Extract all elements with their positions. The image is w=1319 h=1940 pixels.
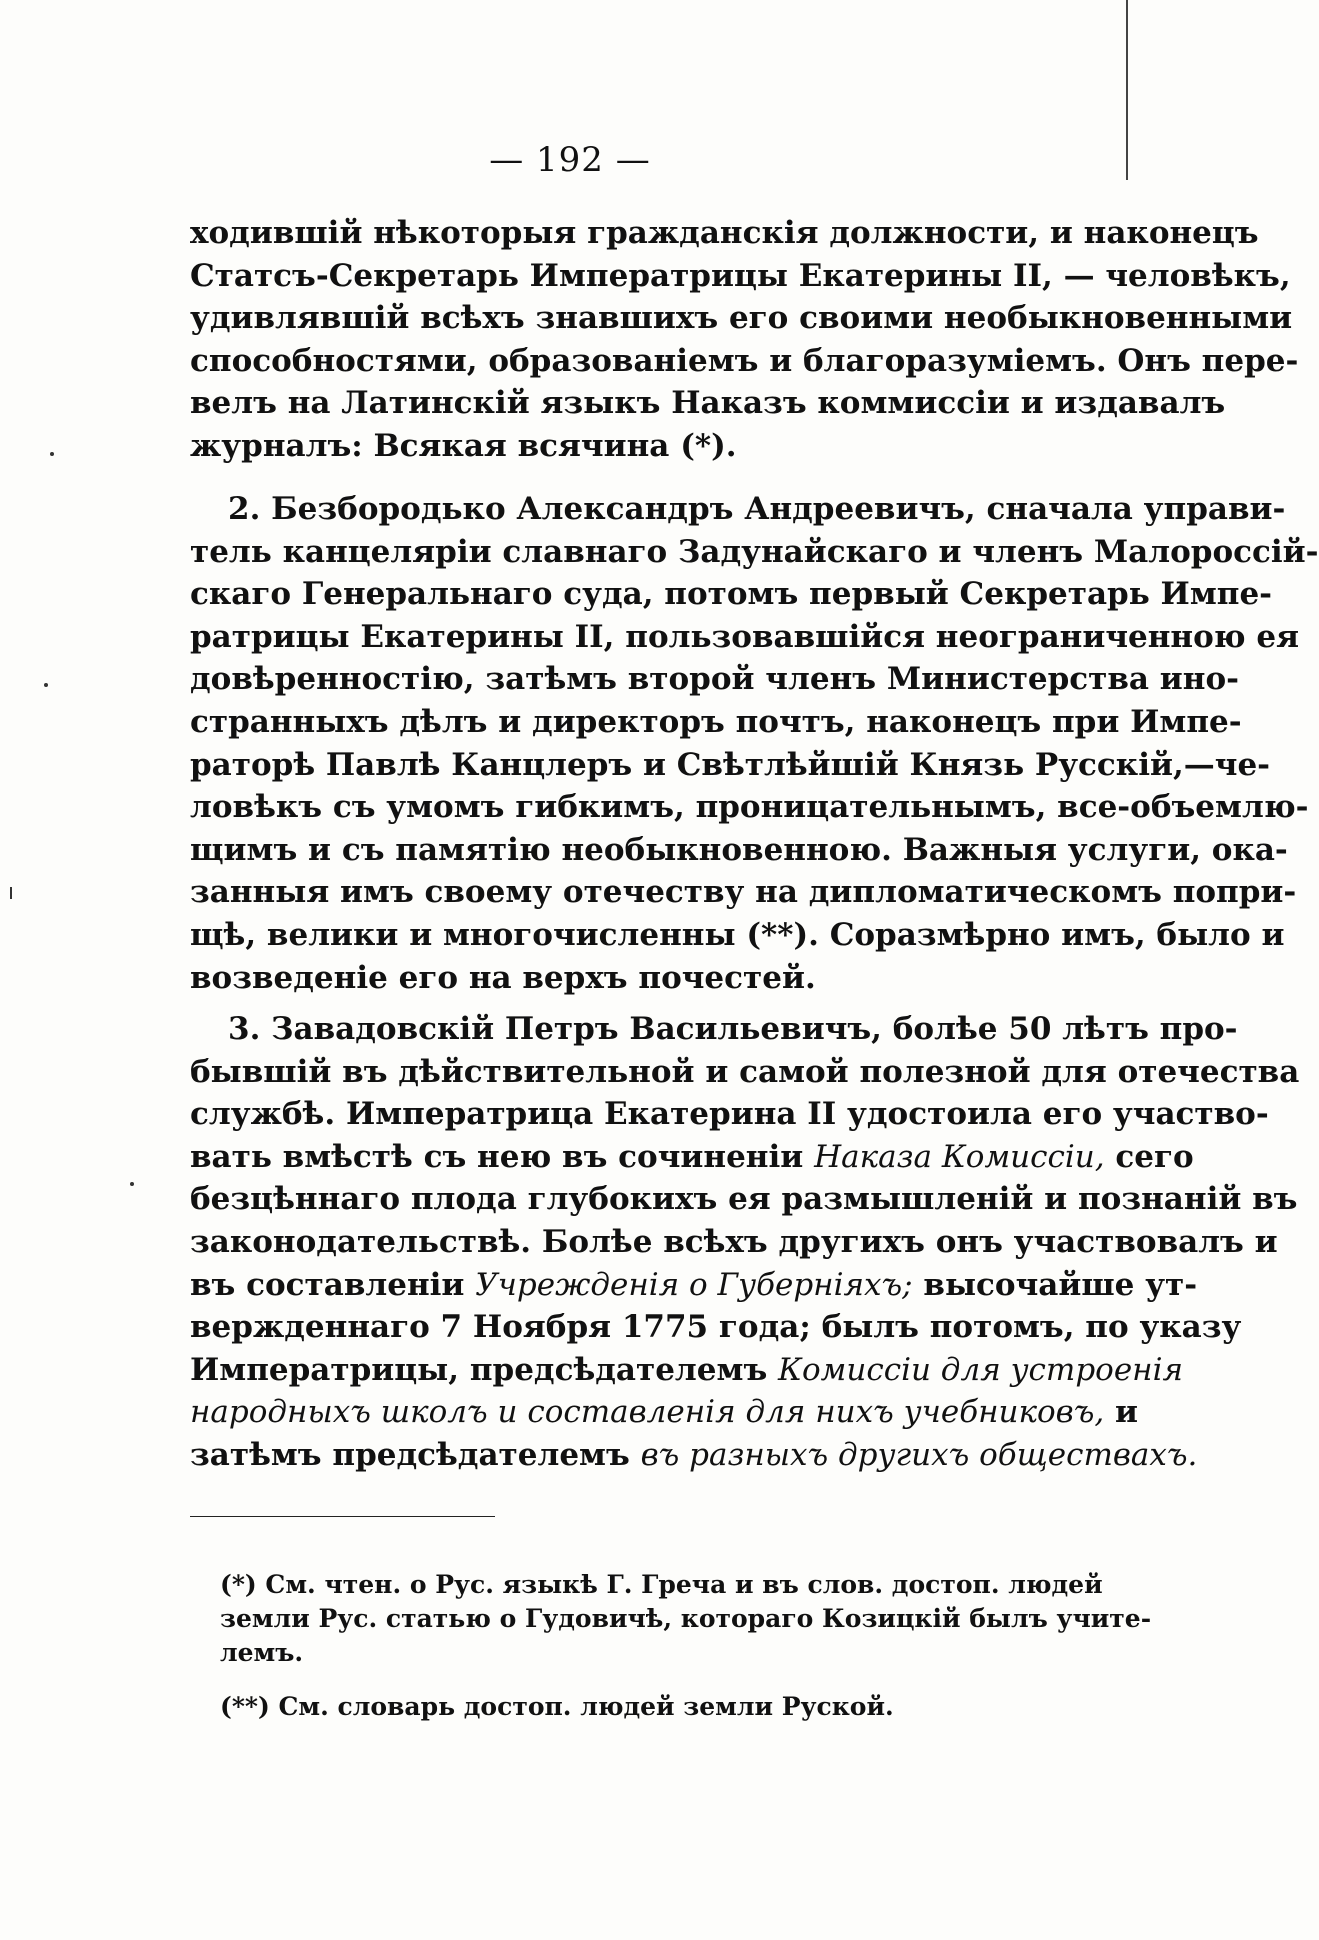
text-line: щѣ, велики и многочисленны (**). Соразмѣрно имъ, было и — [190, 916, 1285, 953]
text-line: странныхъ дѣлъ и директоръ почтъ, наконецъ при Импе- — [190, 703, 1242, 740]
text-line: законодательствѣ. Болѣе всѣхъ другихъ онъ участвовалъ и — [190, 1223, 1278, 1260]
text-line: довѣренностію, затѣмъ второй членъ Министерства ино- — [190, 661, 1240, 698]
footnote-line: (**) См. словарь достоп. людей земли Руской. — [220, 1692, 894, 1721]
stray-mark — [44, 683, 48, 687]
text-line: 2. Безбородько Александръ Андреевичъ, сначала управи- — [228, 491, 1286, 527]
italic-title: Комиссіи для устроенія — [778, 1351, 1184, 1388]
text-line: ловѣкъ съ умомъ гибкимъ, проницательнымъ, все-объемлю- — [190, 789, 1309, 826]
text-line: ходившій нѣкоторыя гражданскія должности, и наконецъ — [190, 215, 1259, 251]
text-line: удивлявшій всѣхъ знавшихъ его своими необыкновенными — [190, 300, 1293, 337]
footnote-1 — [220, 1568, 1152, 1670]
text-line: возведеніе его на верхъ почестей. — [190, 959, 816, 996]
paragraph-zavadovsky — [190, 1008, 1300, 1477]
text-line: службѣ. Императрица Екатерина II удостоила его участво- — [190, 1096, 1269, 1133]
text-line: журналъ: Всякая всячина (*). — [190, 427, 737, 464]
page-number: — 192 — — [489, 140, 651, 180]
text-line: вать вмѣстѣ съ нею въ сочиненіи Наказа Комиссіи, сего — [190, 1138, 1194, 1175]
text-line: ратрицы Екатерины II, пользовавшійся неограниченною ея — [190, 618, 1300, 655]
text-line: скаго Генеральнаго суда, потомъ первый Секретарь Импе- — [190, 576, 1273, 613]
footnote-line: лемъ. — [220, 1638, 304, 1667]
italic-title: въ разныхъ другихъ обществахъ. — [640, 1436, 1198, 1473]
text-line: занныя имъ своему отечеству на дипломатическомъ попри- — [190, 874, 1297, 911]
italic-title: Наказа Комиссіи, — [814, 1138, 1105, 1175]
text-line: тель канцеляріи славнаго Задунайскаго и членъ Малороссій- — [190, 533, 1319, 570]
text-line: бывшій въ дѣйствительной и самой полезной для отечества — [190, 1053, 1300, 1090]
text-line: щимъ и съ памятію необыкновенною. Важныя услуги, ока- — [190, 831, 1288, 868]
footnote-divider — [190, 1516, 495, 1517]
text-line: Императрицы, предсѣдателемъ Комиссіи для устроенія — [190, 1351, 1184, 1388]
footnote-line: (*) См. чтен. о Рус. языкѣ Г. Греча и въ слов. достоп. людей — [220, 1570, 1103, 1599]
text-line: велъ на Латинскій языкъ Наказъ коммиссіи и издавалъ — [190, 385, 1226, 422]
text-line: Статсъ-Секретарь Императрицы Екатерины II, — человѣкъ, — [190, 257, 1291, 294]
text-line: въ составленіи Учрежденія о Губерніяхъ; высочайше ут- — [190, 1266, 1198, 1303]
footnote-line: земли Рус. статью о Гудовичѣ, котораго Козицкій былъ учите- — [220, 1604, 1152, 1633]
text-line: безцѣннаго плода глубокихъ ея размышленій и познаній въ — [190, 1181, 1298, 1218]
paragraph-bezborodko — [190, 488, 1319, 999]
stray-mark — [130, 1182, 134, 1186]
continuation-paragraph — [190, 212, 1299, 468]
text-line: народныхъ школъ и составленія для нихъ учебниковъ, и — [190, 1394, 1139, 1431]
footnote-2 — [220, 1690, 1050, 1724]
text-line: затѣмъ предсѣдателемъ въ разныхъ другихъ обществахъ. — [190, 1436, 1198, 1473]
text-line: раторѣ Павлѣ Канцлеръ и Свѣтлѣйшій Князь Русскій,—че- — [190, 746, 1271, 783]
italic-title: народныхъ школъ и составленія для нихъ учебниковъ, — [190, 1394, 1105, 1431]
stray-mark — [10, 887, 12, 899]
stray-mark — [50, 452, 54, 456]
text-line: способностями, образованіемъ и благоразуміемъ. Онъ пере- — [190, 342, 1299, 379]
text-line: 3. Завадовскій Петръ Васильевичъ, болѣе 50 лѣтъ про- — [228, 1011, 1238, 1047]
text-line: вержденнаго 7 Ноября 1775 года; былъ потомъ, по указу — [190, 1309, 1242, 1346]
italic-title: Учрежденія о Губерніяхъ; — [475, 1266, 913, 1303]
